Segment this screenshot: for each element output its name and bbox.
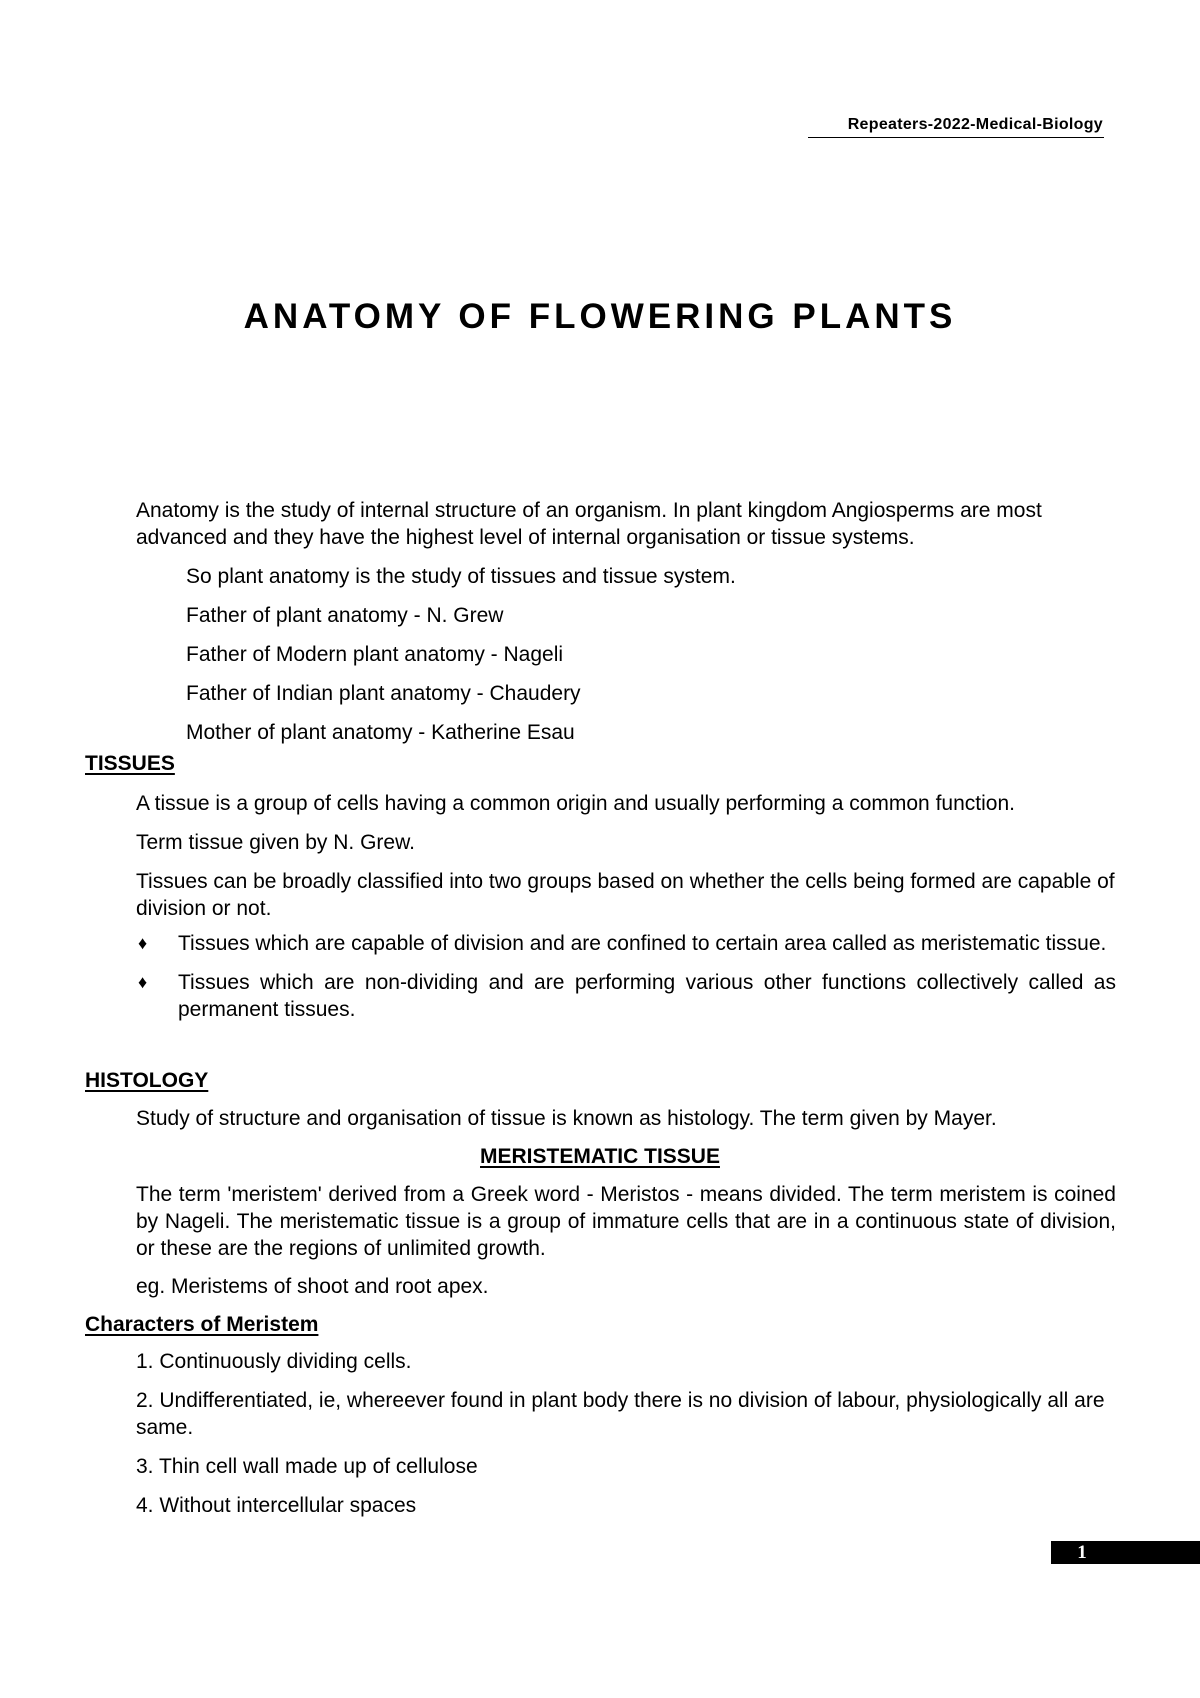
intro-line: Mother of plant anatomy - Katherine Esau (186, 721, 575, 744)
tissues-paragraph: Tissues can be broadly classified into two groups based on whether the cells being formed are capable of division or not. (136, 870, 1115, 920)
tissue-bullet-list (136, 930, 1116, 1035)
tissues-body (136, 790, 1116, 934)
intro-paragraph (136, 497, 1116, 551)
intro-line: Father of Modern plant anatomy - Nageli (186, 643, 564, 666)
intro-line: Father of plant anatomy - N. Grew (186, 604, 504, 627)
histology-paragraph: Study of structure and organisation of tissue is known as histology. The term given by Mayer. (136, 1107, 997, 1130)
characters-list (136, 1348, 1116, 1531)
intro-line: Father of Indian plant anatomy - Chaudery (186, 682, 581, 705)
bullet-text: Tissues which are non-dividing and are performing various other functions collectively called as permanent tissues. (178, 971, 1116, 1021)
list-item: 2. Undifferentiated, ie, whereever found in plant body there is no division of labour, physiologically all are same. (136, 1389, 1105, 1439)
document-title: ANATOMY OF FLOWERING PLANTS (243, 297, 957, 336)
histology-body (136, 1105, 1116, 1132)
meristematic-example (136, 1273, 1116, 1300)
bullet-text: Tissues which are capable of division and are confined to certain area called as meristematic tissue. (178, 932, 1107, 955)
diamond-bullet-icon: ♦ (138, 972, 148, 992)
meristematic-heading: MERISTEMATIC TISSUE (480, 1145, 720, 1168)
intro-text: Anatomy is the study of internal structure of an organism. In plant kingdom Angiosperms are most advanced and they have the highest level of internal organisation or tissue systems. (136, 499, 1042, 549)
histology-heading: HISTOLOGY (85, 1069, 209, 1092)
page-number: 1 (1077, 1542, 1087, 1563)
intro-facts (186, 563, 1086, 758)
list-item: 1. Continuously dividing cells. (136, 1350, 412, 1373)
intro-line: So plant anatomy is the study of tissues and tissue system. (186, 565, 736, 588)
list-item: 3. Thin cell wall made up of cellulose (136, 1455, 478, 1478)
tissues-heading: TISSUES (85, 752, 175, 775)
list-item (136, 930, 1116, 957)
diamond-bullet-icon: ♦ (138, 933, 148, 953)
example-text: eg. Meristems of shoot and root apex. (136, 1275, 489, 1298)
meristematic-body (136, 1181, 1116, 1262)
running-header: Repeaters-2022-Medical-Biology (847, 116, 1103, 133)
header-rule (808, 137, 1104, 138)
list-item: 4. Without intercellular spaces (136, 1494, 417, 1517)
characters-heading: Characters of Meristem (85, 1313, 319, 1336)
meristematic-paragraph: The term 'meristem' derived from a Greek word - Meristos - means divided. The term meristem is coined by Nageli. The meristematic tissue is a group of immature cells that are in a continuous state of division, or these are the regions of unlimited growth. (136, 1183, 1116, 1260)
tissues-paragraph: A tissue is a group of cells having a common origin and usually performing a common function. (136, 792, 1015, 815)
tissues-paragraph: Term tissue given by N. Grew. (136, 831, 415, 854)
list-item (136, 969, 1116, 1023)
